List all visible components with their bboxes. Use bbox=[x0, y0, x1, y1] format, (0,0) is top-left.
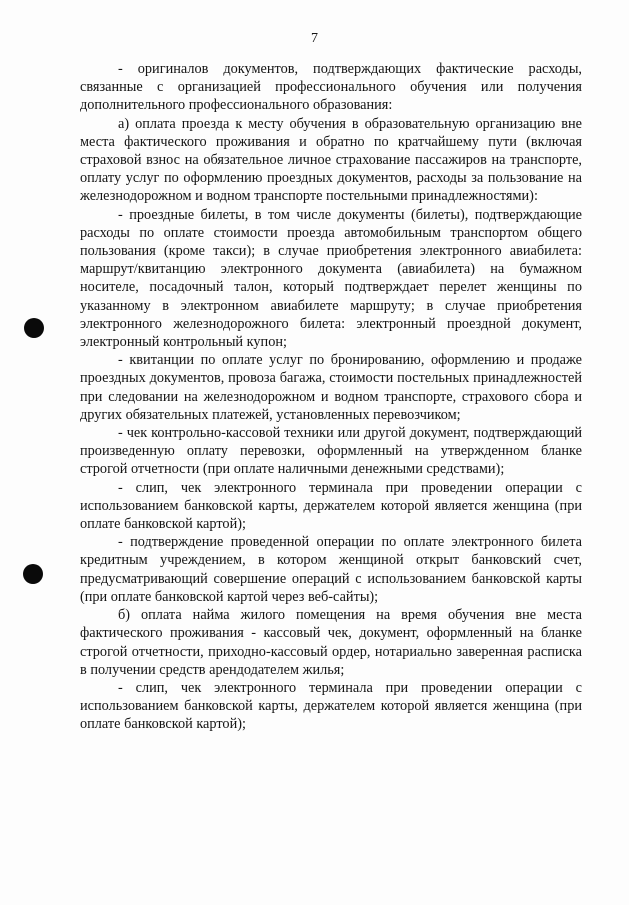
paragraph-receipts: - квитанции по оплате услуг по бронированию, оформлению и продаже проездных документов, провоза багажа, стоимости постельных принадлежностей при следовании на железнодорожном и водном транспорте, страхового сбора и других обязательных платежей, установленных перевозчиком; bbox=[80, 352, 582, 423]
paragraph-housing-rent: б) оплата найма жилого помещения на время обучения вне места фактического проживания - кассовый чек, документ, оформленный на бланке строгой отчетности, приходно-кассовый ордер, нотариально заверенная расписка в получении средств арендодателем жилья; bbox=[80, 607, 582, 678]
paragraph-originals: - оригиналов документов, подтверждающих фактические расходы, связанные с организацией профессионального обучения или получения дополнительного профессионального образования: bbox=[80, 61, 582, 114]
paragraph-travel-payment: а) оплата проезда к месту обучения в образовательную организацию вне места фактического проживания и обратно по кратчайшему пути (включая страховой взнос на обязательное личное страхование пассажиров на транспорте, оплату услуг по оформлению проездных документов, расходы за пользование на железнодорожном и водном транспорте постельными принадлежностями): bbox=[80, 115, 582, 205]
document-body bbox=[80, 60, 582, 734]
paragraph-tickets: - проездные билеты, в том числе документы (билеты), подтверждающие расходы по оплате стоимости проезда автомобильным транспортом общего пользования (кроме такси); в случае приобретения электронного авиабилета: маршрут/квитанцию электронного документа (авиабилета) на бумажном носителе, посадочный талон, который подтверждает перелет женщины по указанному в электронном авиабилете маршруту; в случае приобретения электронного железнодорожного билета: электронный проездной документ, электронный контрольный купон; bbox=[80, 206, 582, 351]
punch-hole bbox=[24, 318, 44, 338]
paragraph-card-slip-housing: - слип, чек электронного терминала при проведении операции с использованием банковской карты, держателем которой является женщина (при оплате банковской картой); bbox=[80, 679, 582, 733]
punch-hole bbox=[23, 564, 43, 584]
paragraph-online-payment: - подтверждение проведенной операции по оплате электронного билета кредитным учреждением, в котором женщиной открыт банковский счет, предусматривающий совершение операций с использованием банковской карты (при оплате банковской картой через веб-сайты); bbox=[80, 534, 582, 605]
paragraph-card-slip: - слип, чек электронного терминала при проведении операции с использованием банковской карты, держателем которой является женщина (при оплате банковской картой); bbox=[80, 479, 582, 533]
paragraph-cash-check: - чек контрольно-кассовой техники или другой документ, подтверждающий произведенную оплату перевозки, оформленный на утвержденном бланке строгой отчетности (при оплате наличными денежными средствами); bbox=[80, 425, 582, 478]
page-number: 7 bbox=[311, 31, 318, 46]
